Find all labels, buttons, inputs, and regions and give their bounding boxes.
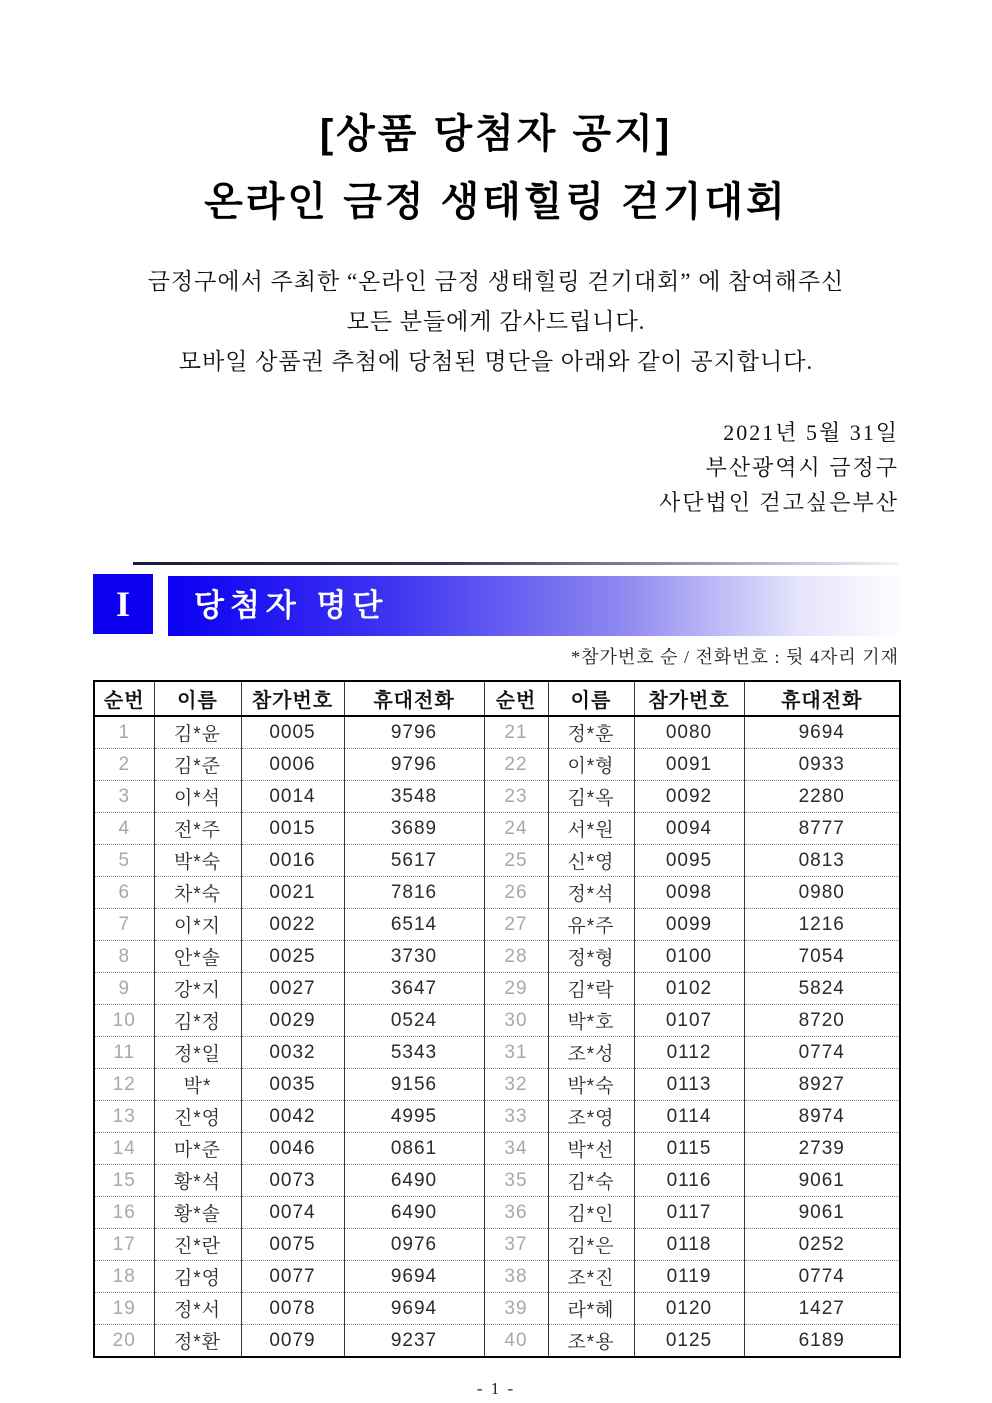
name-cell: 박*숙	[548, 1069, 634, 1101]
table-row	[94, 749, 900, 781]
phone-cell: 9694	[744, 716, 900, 749]
name-cell: 김*윤	[154, 716, 241, 749]
phone-cell: 5343	[344, 1037, 484, 1069]
table-row	[94, 1261, 900, 1293]
name-cell: 김*옥	[548, 781, 634, 813]
phone-cell: 9061	[744, 1197, 900, 1229]
participant-number-cell: 0029	[241, 1005, 344, 1037]
participant-number-cell: 0025	[241, 941, 344, 973]
seq-cell: 7	[94, 909, 154, 941]
seq-cell: 13	[94, 1101, 154, 1133]
intro-paragraph	[93, 262, 899, 382]
date-line: 2021년 5월 31일	[723, 420, 899, 445]
column-header: 휴대전화	[344, 681, 484, 716]
seq-cell: 38	[484, 1261, 548, 1293]
intro-line1: 금정구에서 주최한 “온라인 금정 생태힐링 걷기대회” 에 참여해주신	[147, 269, 845, 294]
participant-number-cell: 0118	[634, 1229, 744, 1261]
intro-line2: 모든 분들에게 감사드립니다.	[346, 309, 646, 334]
table-row	[94, 1229, 900, 1261]
name-cell: 정*훈	[548, 716, 634, 749]
phone-cell: 6189	[744, 1325, 900, 1358]
participant-number-cell: 0092	[634, 781, 744, 813]
column-header: 이름	[154, 681, 241, 716]
phone-cell: 0980	[744, 877, 900, 909]
name-cell: 김*준	[154, 749, 241, 781]
phone-cell: 9156	[344, 1069, 484, 1101]
table-row	[94, 1197, 900, 1229]
phone-cell: 4995	[344, 1101, 484, 1133]
intro-line3: 모바일 상품권 추첨에 당첨된 명단을 아래와 같이 공지합니다.	[178, 349, 814, 374]
seq-cell: 18	[94, 1261, 154, 1293]
participant-number-cell: 0098	[634, 877, 744, 909]
participant-number-cell: 0016	[241, 845, 344, 877]
phone-cell: 3548	[344, 781, 484, 813]
name-cell: 황*석	[154, 1165, 241, 1197]
name-cell: 박*	[154, 1069, 241, 1101]
phone-cell: 8720	[744, 1005, 900, 1037]
table-row	[94, 1037, 900, 1069]
phone-cell: 5824	[744, 973, 900, 1005]
name-cell: 김*영	[154, 1261, 241, 1293]
seq-cell: 32	[484, 1069, 548, 1101]
name-cell: 마*준	[154, 1133, 241, 1165]
seq-cell: 2	[94, 749, 154, 781]
name-cell: 조*진	[548, 1261, 634, 1293]
name-cell: 차*숙	[154, 877, 241, 909]
phone-cell: 2739	[744, 1133, 900, 1165]
phone-cell: 0976	[344, 1229, 484, 1261]
participant-number-cell: 0022	[241, 909, 344, 941]
table-row	[94, 1325, 900, 1358]
participant-number-cell: 0125	[634, 1325, 744, 1358]
seq-cell: 9	[94, 973, 154, 1005]
name-cell: 박*호	[548, 1005, 634, 1037]
column-header: 순번	[94, 681, 154, 716]
participant-number-cell: 0080	[634, 716, 744, 749]
phone-cell: 0524	[344, 1005, 484, 1037]
name-cell: 서*원	[548, 813, 634, 845]
participant-number-cell: 0006	[241, 749, 344, 781]
winners-table-body	[94, 716, 900, 1357]
seq-cell: 17	[94, 1229, 154, 1261]
section-title-bar: 당첨자 명단	[168, 576, 899, 636]
seq-cell: 39	[484, 1293, 548, 1325]
name-cell: 이*지	[154, 909, 241, 941]
participant-number-cell: 0116	[634, 1165, 744, 1197]
org-line1: 부산광역시 금정구	[705, 455, 899, 480]
seq-cell: 1	[94, 716, 154, 749]
table-row	[94, 1165, 900, 1197]
phone-cell: 5617	[344, 845, 484, 877]
participant-number-cell: 0015	[241, 813, 344, 845]
name-cell: 진*영	[154, 1101, 241, 1133]
participant-number-cell: 0115	[634, 1133, 744, 1165]
seq-cell: 27	[484, 909, 548, 941]
participant-number-cell: 0119	[634, 1261, 744, 1293]
seq-cell: 29	[484, 973, 548, 1005]
participant-number-cell: 0005	[241, 716, 344, 749]
seq-cell: 3	[94, 781, 154, 813]
participant-number-cell: 0114	[634, 1101, 744, 1133]
doc-title-line2: 온라인 금정 생태힐링 걷기대회	[204, 180, 788, 224]
column-header: 휴대전화	[744, 681, 900, 716]
seq-cell: 35	[484, 1165, 548, 1197]
winners-table-head	[94, 681, 900, 716]
participant-number-cell: 0077	[241, 1261, 344, 1293]
participant-number-cell: 0117	[634, 1197, 744, 1229]
name-cell: 이*석	[154, 781, 241, 813]
name-cell: 조*성	[548, 1037, 634, 1069]
name-cell: 박*숙	[154, 845, 241, 877]
seq-cell: 25	[484, 845, 548, 877]
participant-number-cell: 0078	[241, 1293, 344, 1325]
participant-number-cell: 0046	[241, 1133, 344, 1165]
participant-number-cell: 0075	[241, 1229, 344, 1261]
date-block	[93, 415, 899, 520]
doc-title	[93, 100, 899, 236]
phone-cell: 0933	[744, 749, 900, 781]
seq-cell: 40	[484, 1325, 548, 1358]
seq-cell: 33	[484, 1101, 548, 1133]
participant-number-cell: 0035	[241, 1069, 344, 1101]
name-cell: 신*영	[548, 845, 634, 877]
participant-number-cell: 0100	[634, 941, 744, 973]
name-cell: 박*선	[548, 1133, 634, 1165]
table-row	[94, 877, 900, 909]
table-row	[94, 813, 900, 845]
table-row	[94, 1005, 900, 1037]
name-cell: 정*석	[548, 877, 634, 909]
participant-number-cell: 0079	[241, 1325, 344, 1358]
seq-cell: 21	[484, 716, 548, 749]
name-cell: 진*란	[154, 1229, 241, 1261]
seq-cell: 6	[94, 877, 154, 909]
seq-cell: 15	[94, 1165, 154, 1197]
name-cell: 정*서	[154, 1293, 241, 1325]
column-header: 이름	[548, 681, 634, 716]
phone-cell: 0774	[744, 1037, 900, 1069]
name-cell: 조*영	[548, 1101, 634, 1133]
phone-cell: 8974	[744, 1101, 900, 1133]
phone-cell: 9694	[344, 1293, 484, 1325]
seq-cell: 4	[94, 813, 154, 845]
phone-cell: 6514	[344, 909, 484, 941]
phone-cell: 8927	[744, 1069, 900, 1101]
participant-number-cell: 0032	[241, 1037, 344, 1069]
participant-number-cell: 0021	[241, 877, 344, 909]
section-header	[93, 574, 899, 636]
participant-number-cell: 0120	[634, 1293, 744, 1325]
participant-number-cell: 0095	[634, 845, 744, 877]
phone-cell: 3647	[344, 973, 484, 1005]
doc-title-line1: [상품 당첨자 공지]	[319, 112, 673, 156]
seq-cell: 19	[94, 1293, 154, 1325]
divider-rule	[133, 562, 899, 565]
participant-number-cell: 0094	[634, 813, 744, 845]
column-header: 참가번호	[241, 681, 344, 716]
participant-number-cell: 0042	[241, 1101, 344, 1133]
table-row	[94, 1069, 900, 1101]
participant-number-cell: 0073	[241, 1165, 344, 1197]
participant-number-cell: 0027	[241, 973, 344, 1005]
name-cell: 정*환	[154, 1325, 241, 1358]
seq-cell: 5	[94, 845, 154, 877]
participant-number-cell: 0074	[241, 1197, 344, 1229]
table-row	[94, 941, 900, 973]
phone-cell: 9061	[744, 1165, 900, 1197]
table-row	[94, 716, 900, 749]
seq-cell: 12	[94, 1069, 154, 1101]
phone-cell: 8777	[744, 813, 900, 845]
table-row	[94, 1101, 900, 1133]
name-cell: 강*지	[154, 973, 241, 1005]
seq-cell: 31	[484, 1037, 548, 1069]
seq-cell: 26	[484, 877, 548, 909]
name-cell: 안*솔	[154, 941, 241, 973]
name-cell: 정*일	[154, 1037, 241, 1069]
phone-cell: 1427	[744, 1293, 900, 1325]
table-row	[94, 1133, 900, 1165]
name-cell: 유*주	[548, 909, 634, 941]
name-cell: 정*형	[548, 941, 634, 973]
name-cell: 김*락	[548, 973, 634, 1005]
seq-cell: 20	[94, 1325, 154, 1358]
phone-cell: 9796	[344, 749, 484, 781]
phone-cell: 0813	[744, 845, 900, 877]
participant-number-cell: 0107	[634, 1005, 744, 1037]
seq-cell: 16	[94, 1197, 154, 1229]
phone-cell: 0774	[744, 1261, 900, 1293]
phone-cell: 0252	[744, 1229, 900, 1261]
phone-cell: 6490	[344, 1197, 484, 1229]
name-cell: 김*숙	[548, 1165, 634, 1197]
phone-cell: 7816	[344, 877, 484, 909]
phone-cell: 9694	[344, 1261, 484, 1293]
phone-cell: 6490	[344, 1165, 484, 1197]
seq-cell: 10	[94, 1005, 154, 1037]
header-row	[94, 681, 900, 716]
column-header: 순번	[484, 681, 548, 716]
seq-cell: 11	[94, 1037, 154, 1069]
phone-cell: 7054	[744, 941, 900, 973]
name-cell: 황*솔	[154, 1197, 241, 1229]
name-cell: 김*인	[548, 1197, 634, 1229]
org-line2: 사단법인 걷고싶은부산	[658, 490, 899, 515]
seq-cell: 22	[484, 749, 548, 781]
name-cell: 전*주	[154, 813, 241, 845]
table-row	[94, 845, 900, 877]
phone-cell: 1216	[744, 909, 900, 941]
seq-cell: 37	[484, 1229, 548, 1261]
phone-cell: 3689	[344, 813, 484, 845]
seq-cell: 8	[94, 941, 154, 973]
seq-cell: 36	[484, 1197, 548, 1229]
name-cell: 이*형	[548, 749, 634, 781]
participant-number-cell: 0099	[634, 909, 744, 941]
participant-number-cell: 0113	[634, 1069, 744, 1101]
phone-cell: 3730	[344, 941, 484, 973]
table-note: *참가번호 순 / 전화번호 : 뒷 4자리 기재	[571, 647, 899, 667]
phone-cell: 2280	[744, 781, 900, 813]
table-row	[94, 909, 900, 941]
seq-cell: 28	[484, 941, 548, 973]
table-row	[94, 1293, 900, 1325]
phone-cell: 9796	[344, 716, 484, 749]
section-numeral-box: I	[93, 574, 153, 634]
participant-number-cell: 0102	[634, 973, 744, 1005]
table-row	[94, 781, 900, 813]
name-cell: 라*혜	[548, 1293, 634, 1325]
winners-table	[93, 680, 901, 1358]
column-header: 참가번호	[634, 681, 744, 716]
seq-cell: 24	[484, 813, 548, 845]
phone-cell: 0861	[344, 1133, 484, 1165]
seq-cell: 23	[484, 781, 548, 813]
participant-number-cell: 0091	[634, 749, 744, 781]
participant-number-cell: 0014	[241, 781, 344, 813]
page-number: - 1 -	[476, 1379, 516, 1398]
name-cell: 김*은	[548, 1229, 634, 1261]
seq-cell: 14	[94, 1133, 154, 1165]
participant-number-cell: 0112	[634, 1037, 744, 1069]
phone-cell: 9237	[344, 1325, 484, 1358]
seq-cell: 30	[484, 1005, 548, 1037]
table-row	[94, 973, 900, 1005]
name-cell: 조*용	[548, 1325, 634, 1358]
seq-cell: 34	[484, 1133, 548, 1165]
name-cell: 김*정	[154, 1005, 241, 1037]
